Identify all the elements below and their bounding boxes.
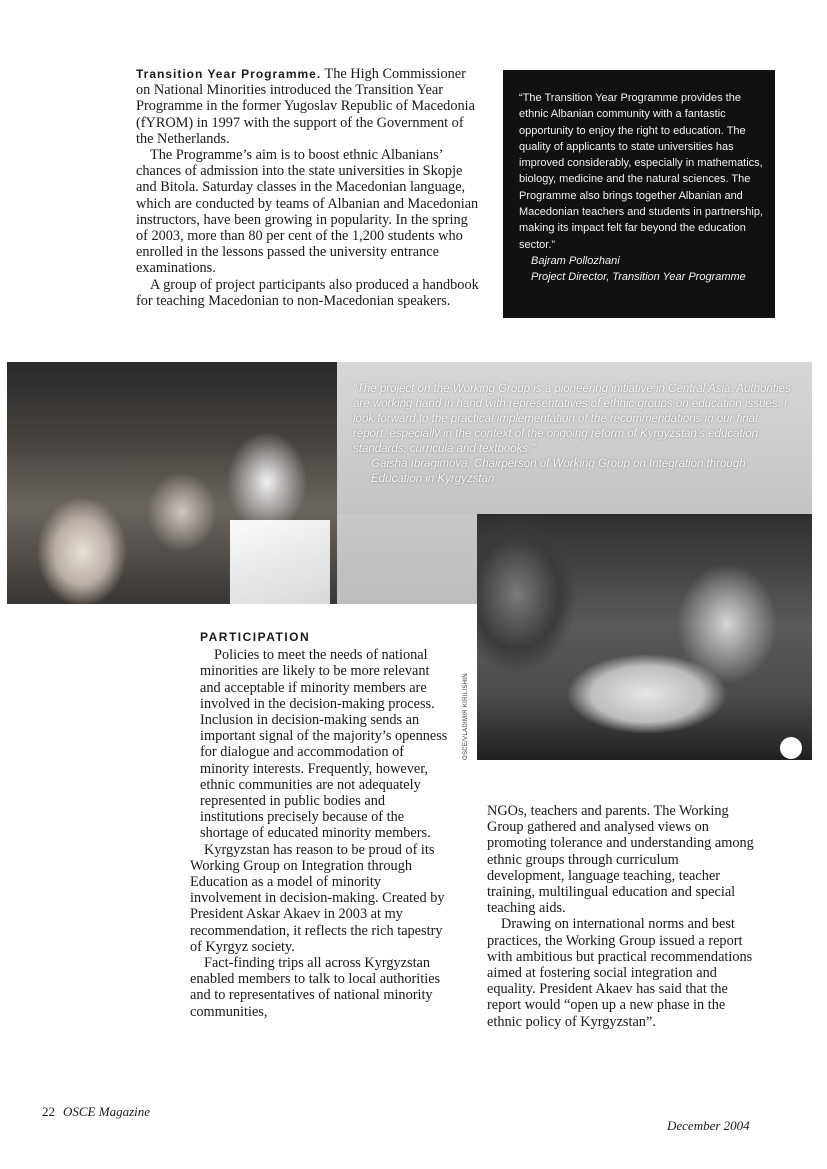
issue-date: December 2004: [667, 1118, 750, 1133]
participation-heading: PARTICIPATION: [200, 630, 311, 644]
transition-runin-heading: Transition Year Programme.: [136, 67, 322, 81]
pull-quote-author-role: Project Director, Transition Year Programme: [531, 271, 746, 284]
right-paragraph-2: Drawing on international norms and best practices, the Working Group issued a report with ambitious but practical recommendations aimed at fostering social integration and equality. President Akaev has said that the report would “open up a new phase in the ethnic policy of Kyrgyzstan”.: [487, 916, 753, 1030]
photo-quote-text: “The project on the Working Group is a pioneering initiative in Central Asia. Authorities are working hand in hand with representatives of ethnic groups on education issues. I look forward to the practical implementation of the recommendations in our final report, especially in the context of the ongoing reform of Kyrgyzstan’s education standards, curricula and textbooks.”: [353, 383, 791, 455]
photo-background-strip: [337, 514, 477, 604]
page-number: 22: [42, 1104, 55, 1119]
photo-highlight-spot: [780, 737, 802, 759]
transition-paragraph-3: A group of project participants also produced a handbook for teaching Macedonian to non-Macedonian speakers.: [136, 276, 479, 309]
participation-paragraph-3: Fact-finding trips all across Kyrgyzstan enabled members to talk to local authorities and to representatives of national minority communities,: [190, 955, 441, 1020]
pull-quote-author: Bajram Pollozhani: [531, 254, 620, 267]
classroom-photo-desk: [230, 520, 330, 604]
pull-quote-box: [503, 70, 775, 318]
participation-section: [190, 629, 452, 1020]
page-footer-left: [42, 1104, 150, 1120]
workshop-photo: [477, 514, 812, 760]
photo-overlay-quote: [337, 362, 812, 514]
photo-quote-author: Gaisha Ibragimova, Chairperson of Working Group on Integration through Education in Kyrgyzstan: [371, 458, 746, 485]
transition-p1-text: The High Commissioner on National Minorities introduced the Transition Year Programme in the former Yugoslav Republic of Macedonia (fYROM) in 1997 with the support of the Government of the Netherlands.: [136, 66, 475, 147]
right-paragraph-1: NGOs, teachers and parents. The Working Group gathered and analysed views on promoting tolerance and understanding among ethnic groups through curriculum development, language teaching, teacher training, multilingual education and special teaching aids.: [487, 803, 754, 917]
transition-paragraph-2: The Programme’s aim is to boost ethnic Albanians’ chances of admission into the state universities in Skopje and Bitola. Saturday classes in the Macedonian language, which are conducted by teams of Albanian and Macedonian instructors, have been growing in popularity. In the spring of 2003, more than 80 per cent of the 1,200 students who enrolled in the lessons passed the university entrance examinations.: [136, 147, 479, 277]
magazine-name: OSCE Magazine: [63, 1104, 151, 1119]
participation-paragraph-1: Policies to meet the needs of national minorities are likely to be more relevant and acceptable if minority members are involved in the decision-making process. Inclusion in decision-making sends an important signal of the majority’s openness for dialogue and accommodation of minority interests. Frequently, however, ethnic communities are not adequately represented in public bodies and institutions precisely because of the shortage of educated minority members.: [200, 647, 448, 842]
photo-credit: OSCE/VLADIMIR KIRILISHIN: [463, 673, 469, 760]
working-group-continuation: [487, 803, 757, 1030]
transition-paragraph-1: [136, 66, 480, 147]
pull-quote-text: “The Transition Year Programme provides the ethnic Albanian community with a fantastic opportunity to enjoy the right to education. The quality of applicants to state universities has improved considerably, especially in mathematics, biology, medicine and the natural sciences. The Programme also brings together Albanian and Macedonian teachers and students in partnership, making its impact felt far beyond the education sector.”: [519, 92, 763, 251]
transition-year-article: [136, 66, 480, 309]
participation-paragraph-2: Kyrgyzstan has reason to be proud of its Working Group on Integration through Education as a model of minority involvement in decision-making. Created by President Askar Akaev in 2003 at my recommendation, it reflects the rich tapestry of Kyrgyz society.: [190, 841, 445, 955]
